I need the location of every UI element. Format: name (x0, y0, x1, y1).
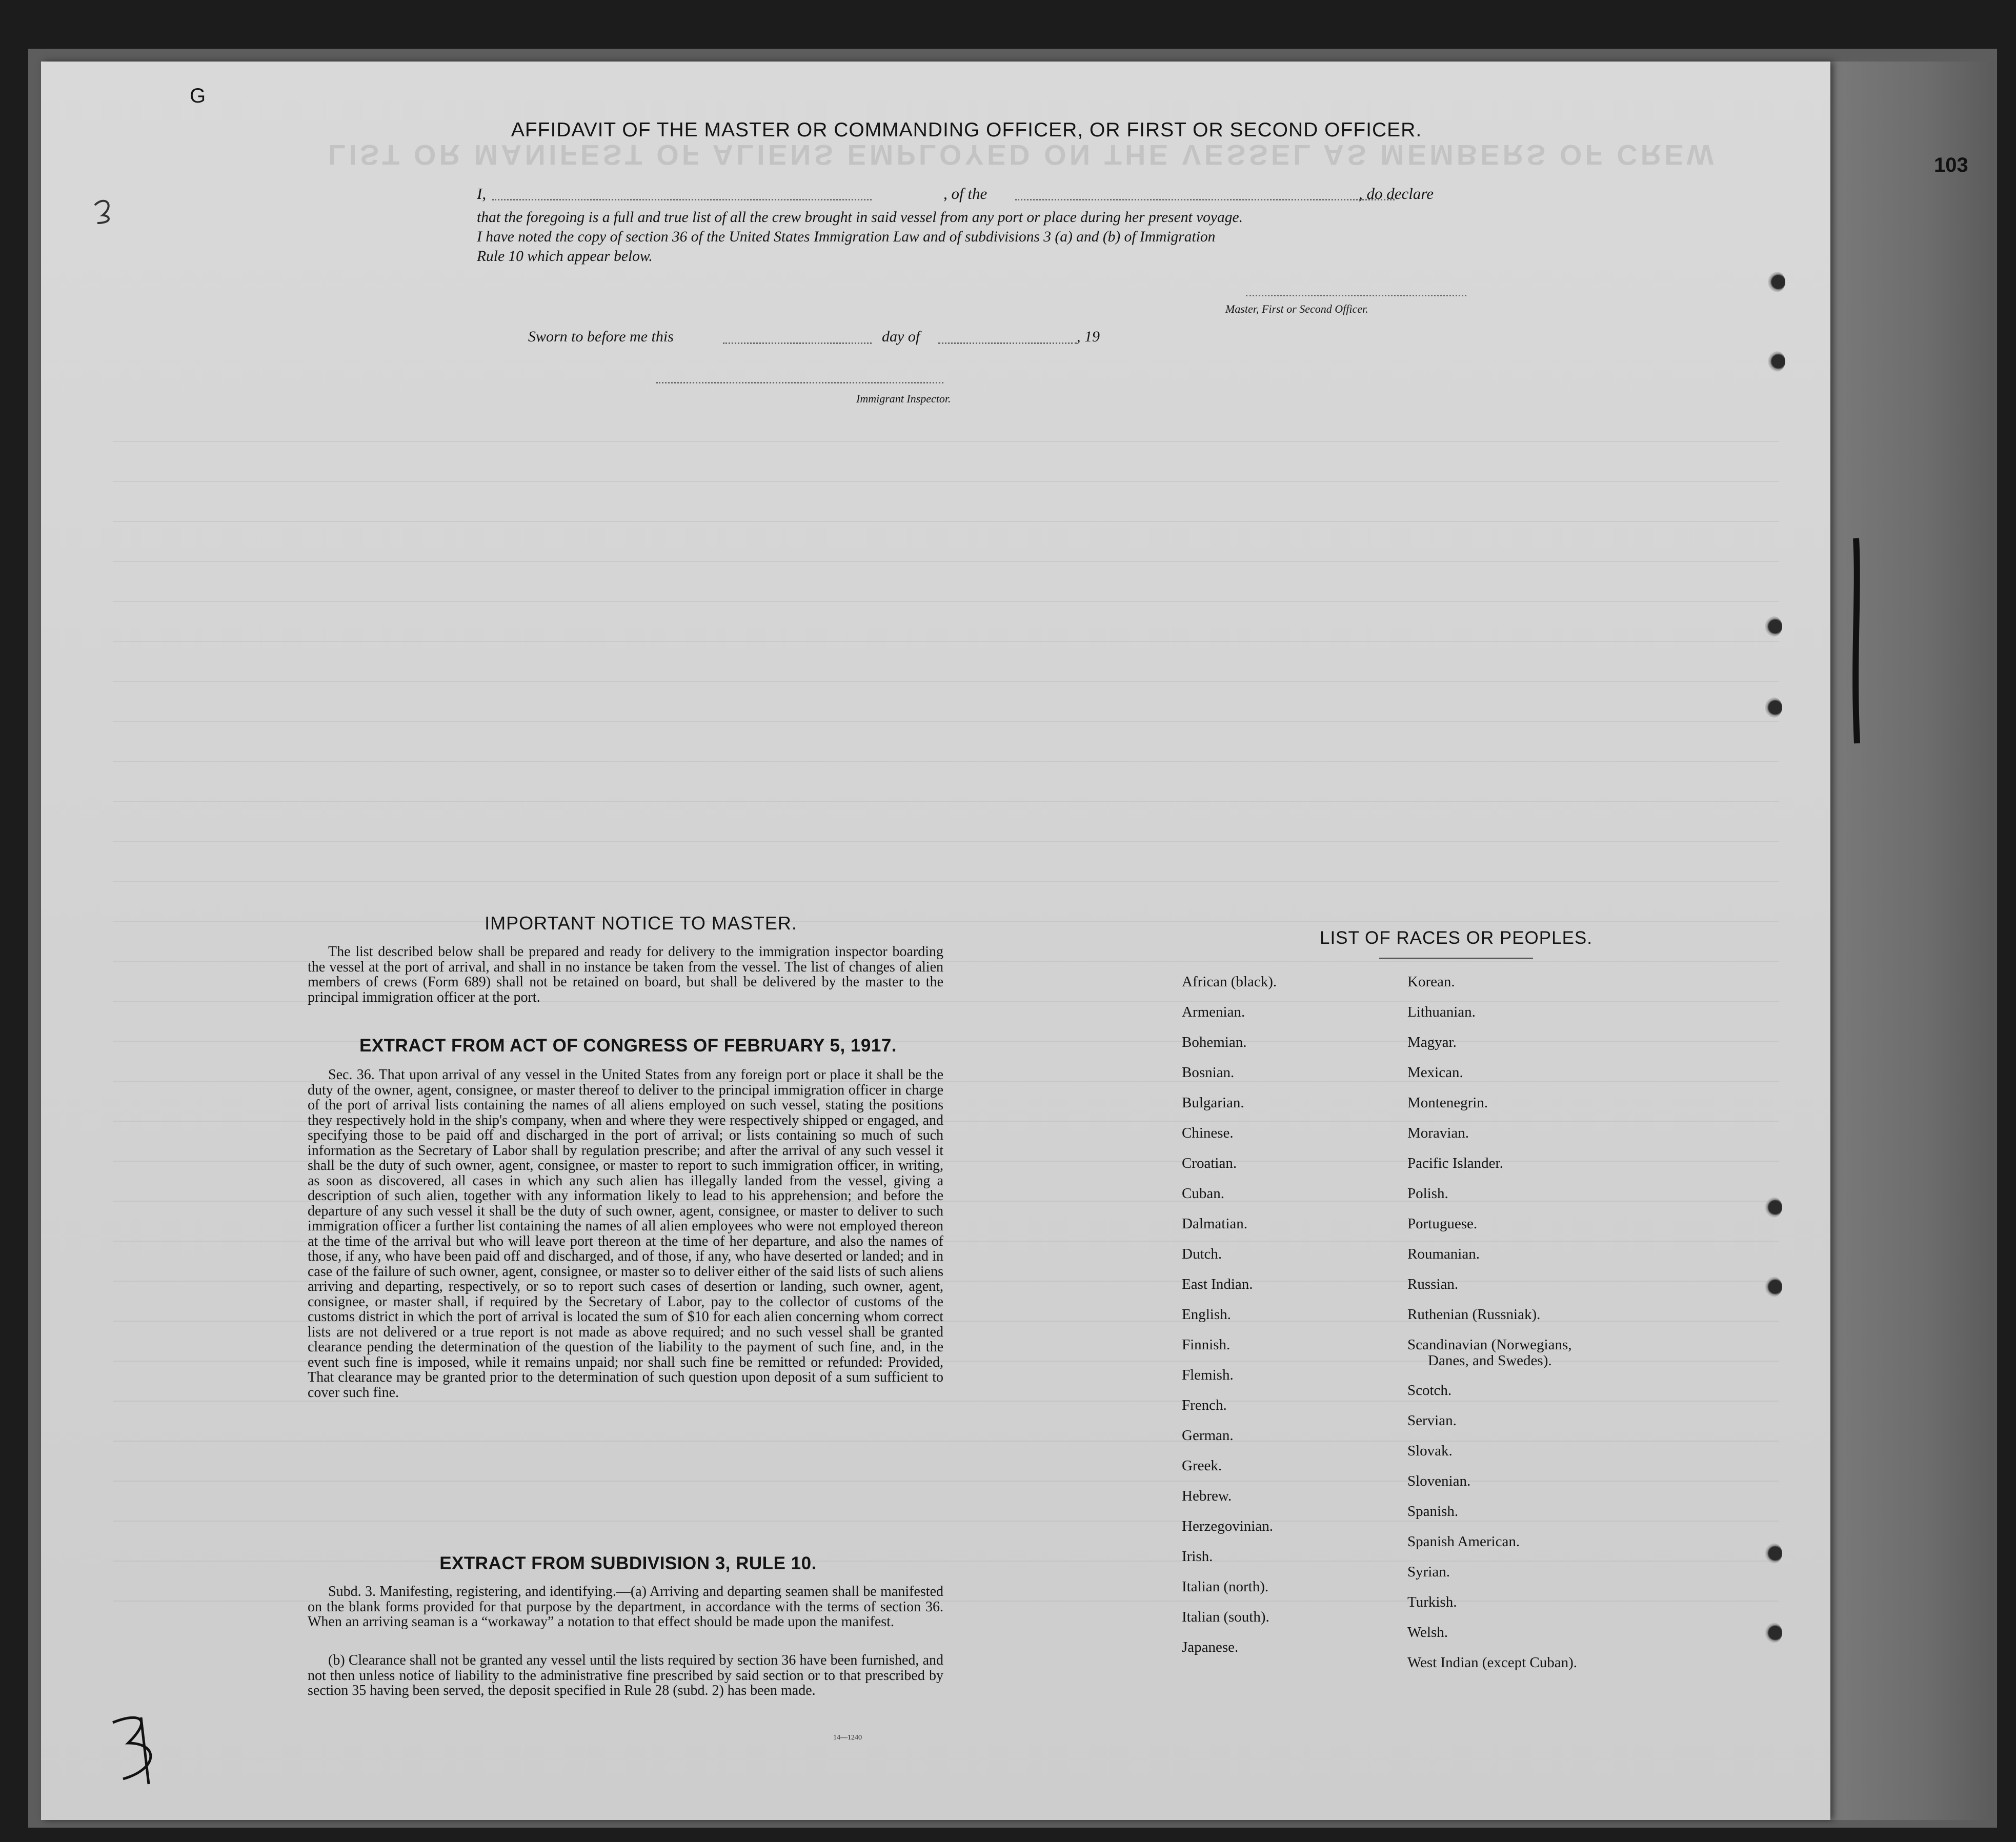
bleed-through-row (113, 1481, 1779, 1482)
race-item: Korean. (1407, 974, 1455, 990)
races-title: LIST OF RACES OR PEOPLES. (1319, 928, 1592, 948)
bleed-through-row (113, 641, 1779, 642)
bleed-through-row (113, 441, 1779, 442)
underlying-sheet (1825, 62, 1994, 1820)
affidavit-line3: I have noted the copy of section 36 of the United States Immigration Law and of subdivisions 3 (a) and (b) of Immigration (477, 229, 1216, 245)
bleed-through-row (113, 801, 1779, 802)
race-item: Servian. (1407, 1412, 1457, 1429)
extract-rule-para-b: (b) Clearance shall not be granted any vessel until the lists required by section 36 have been furnished, and not then unless notice of liability to the administrative fine prescribed by said section or to that prescribed by section 35 having been served, the deposit specified in Rule 28 (subd. 2) has been made. (308, 1652, 943, 1698)
inspector-caption: Immigrant Inspector. (856, 392, 951, 405)
race-item: Italian (south). (1182, 1609, 1269, 1625)
extract-rule-title: EXTRACT FROM SUBDIVISION 3, RULE 10. (439, 1553, 817, 1573)
binder-hole (1765, 1197, 1782, 1218)
document-page (41, 62, 1968, 1820)
race-item: Croatian. (1182, 1155, 1237, 1171)
bleed-through-row (113, 601, 1779, 602)
race-item: Greek. (1182, 1458, 1222, 1474)
inspector-blank (656, 382, 943, 383)
extract-act-body: Sec. 36. That upon arrival of any vessel in the United States from any foreign port or place it shall be the duty of the owner, agent, consignee, or master thereof to deliver to the principal immigration officer in charge of the port of arrival lists containing the names of all aliens employed on such vessel, stating the positions they respectively hold in the ship's company, when and where they were respectively shipped or engaged, and specifying those to be paid off and discharged in the port of arrival; or lists containing so much of such information as the Secretary of Labor shall by regulation prescribe; and after the arrival of any such vessel it shall be the duty of such owner, agent, consignee, or master to report to such immigration officer, in writing, as soon as discovered, all cases in which any such alien has illegally landed from the vessel, giving a description of such alien, together with any information likely to lead to his apprehension; and before the departure of any such vessel it shall be the duty of such owner, agent, consignee, or master to deliver to such immigration officer a further list containing the names of all alien employees who were not employed thereon at the time of the arrival but who will leave port thereon at the time of her departure, and also the names of those, if any, who have been paid off and discharged, and of those, if any, who have deserted or landed; and in case of the failure of such owner, agent, consignee, or master so to deliver either of the said lists of such aliens arriving and departing, respectively, or so to report such cases of desertion or landing, such owner, agent, consignee, or master shall, if required by the Secretary of Labor, pay to the collector of customs of the customs district in which the port of arrival is located the sum of $10 for each alien concerning whom correct lists are not delivered or a true report is not made as above required; and no such vessel shall be granted clearance pending the determination of the question of the liability to the payment of such fine, and, in the event such fine is imposed, while it remains unpaid; nor shall such fine be remitted or refunded: Provided, That clearance may be granted prior to the determination of such question upon deposit of a sum sufficient to cover such fine. (308, 1067, 943, 1401)
race-item: Cuban. (1182, 1185, 1224, 1202)
extract-rule-para-a: Subd. 3. Manifesting, registering, and identifying.—(a) Arriving and departing seamen shall be manifested on the blank forms provided for that purpose by the department, in accordance with the terms of section 36. When an arriving seaman is a “workaway” a notation to that effect should be made upon the manifest. (308, 1584, 943, 1630)
race-item: Russian. (1407, 1276, 1459, 1292)
binder-hole (1768, 351, 1785, 372)
form-number: 103 (1934, 154, 1968, 176)
race-item: Flemish. (1182, 1367, 1234, 1383)
bleed-through-row (113, 1401, 1779, 1402)
race-item: Roumanian. (1407, 1246, 1480, 1262)
race-item: Danes, and Swedes). (1428, 1352, 1552, 1369)
notice-body: The list described below shall be prepared and ready for delivery to the immigration inspector boarding the vessel at the port of arrival, and shall in no instance be taken from the vessel. The list of changes of alien members of crews (Form 689) shall not be retained on board, but shall be delivered by the master to the principal immigration officer at the port. (308, 944, 943, 1005)
race-item: Italian (north). (1182, 1578, 1269, 1595)
bleed-through-row (113, 481, 1779, 482)
binder-hole (1765, 1623, 1782, 1643)
extract-act-title: EXTRACT FROM ACT OF CONGRESS OF FEBRUARY 5, 1917. (359, 1036, 897, 1056)
race-item: Moravian. (1407, 1125, 1469, 1141)
affidavit-line4: Rule 10 which appear below. (477, 248, 653, 265)
binder-hole (1765, 1543, 1782, 1564)
race-item: Bulgarian. (1182, 1095, 1244, 1111)
sworn-mid: day of (882, 328, 920, 345)
affidavit-line1-mid: , of the (943, 185, 987, 203)
pen-bracket-mark (92, 1702, 174, 1789)
race-item: Turkish. (1407, 1594, 1457, 1610)
notice-title: IMPORTANT NOTICE TO MASTER. (485, 913, 797, 934)
binder-hole (1765, 616, 1782, 637)
pen-stroke-mark (1846, 533, 1866, 748)
race-item: Syrian. (1407, 1564, 1450, 1580)
race-item: Slovak. (1407, 1443, 1453, 1459)
print-code: 14—1240 (833, 1734, 862, 1742)
race-item: Pacific Islander. (1407, 1155, 1503, 1171)
race-item: Slovenian. (1407, 1473, 1471, 1489)
races-title-rule (1379, 958, 1533, 959)
race-item: Bohemian. (1182, 1034, 1247, 1050)
race-item: Hebrew. (1182, 1488, 1232, 1504)
affidavit-line1-start: I, (477, 185, 487, 203)
race-item: English. (1182, 1306, 1231, 1323)
race-item: Portuguese. (1407, 1216, 1478, 1232)
signature-blank (1246, 295, 1466, 296)
race-item: Lithuanian. (1407, 1004, 1476, 1020)
race-item: Armenian. (1182, 1004, 1245, 1020)
vessel-blank (1015, 199, 1395, 200)
bleed-through-row (113, 681, 1779, 682)
bleed-through-row (113, 561, 1779, 562)
sworn-day-blank (723, 342, 872, 344)
race-item: Scotch. (1407, 1382, 1452, 1399)
race-item: Montenegrin. (1407, 1095, 1488, 1111)
bleed-through-title: LIST OR MANIFEST OF ALIENS EMPLOYED ON THE VESSEL AS MEMBERS OF CREW (328, 139, 1717, 171)
sworn-month-blank (938, 342, 1077, 344)
bleed-through-row (113, 521, 1779, 522)
affidavit-line1-end: , do declare (1359, 185, 1434, 203)
race-item: Irish. (1182, 1548, 1213, 1565)
race-item: German. (1182, 1427, 1234, 1444)
race-item: Dalmatian. (1182, 1216, 1248, 1232)
race-item: Ruthenian (Russniak). (1407, 1306, 1541, 1323)
bleed-through-row (113, 1521, 1779, 1522)
sworn-start: Sworn to before me this (528, 328, 674, 345)
pen-margin-mark (90, 195, 120, 226)
bleed-through-row (113, 1441, 1779, 1442)
race-item: Japanese. (1182, 1639, 1239, 1655)
bleed-through-row (113, 881, 1779, 882)
race-item: Welsh. (1407, 1624, 1448, 1641)
race-item: Magyar. (1407, 1034, 1457, 1050)
race-item: Bosnian. (1182, 1064, 1235, 1081)
race-item: African (black). (1182, 974, 1277, 990)
race-item: French. (1182, 1397, 1227, 1413)
sworn-end: , 19 (1077, 328, 1100, 345)
race-item: Polish. (1407, 1185, 1448, 1202)
binder-hole (1765, 1277, 1782, 1297)
corner-mark: G (190, 85, 206, 107)
race-item: East Indian. (1182, 1276, 1253, 1292)
race-item: Chinese. (1182, 1125, 1234, 1141)
binder-hole (1768, 272, 1785, 292)
bleed-through-row (113, 721, 1779, 722)
bleed-through-row (113, 841, 1779, 842)
affidavit-title: AFFIDAVIT OF THE MASTER OR COMMANDING OFFICER, OR FIRST OR SECOND OFFICER. (511, 119, 1422, 141)
race-item: West Indian (except Cuban). (1407, 1654, 1578, 1671)
race-item: Scandinavian (Norwegians, (1407, 1337, 1572, 1353)
binder-hole (1765, 697, 1782, 718)
race-item: Finnish. (1182, 1337, 1231, 1353)
race-item: Spanish American. (1407, 1533, 1520, 1550)
race-item: Spanish. (1407, 1503, 1459, 1520)
bleed-through-row (113, 761, 1779, 762)
affidavit-line2: that the foregoing is a full and true list of all the crew brought in said vessel from any port or place during her present voyage. (477, 209, 1243, 226)
race-item: Mexican. (1407, 1064, 1463, 1081)
name-blank (492, 199, 872, 200)
race-item: Dutch. (1182, 1246, 1222, 1262)
race-item: Herzegovinian. (1182, 1518, 1273, 1534)
signature-caption: Master, First or Second Officer. (1225, 302, 1368, 315)
